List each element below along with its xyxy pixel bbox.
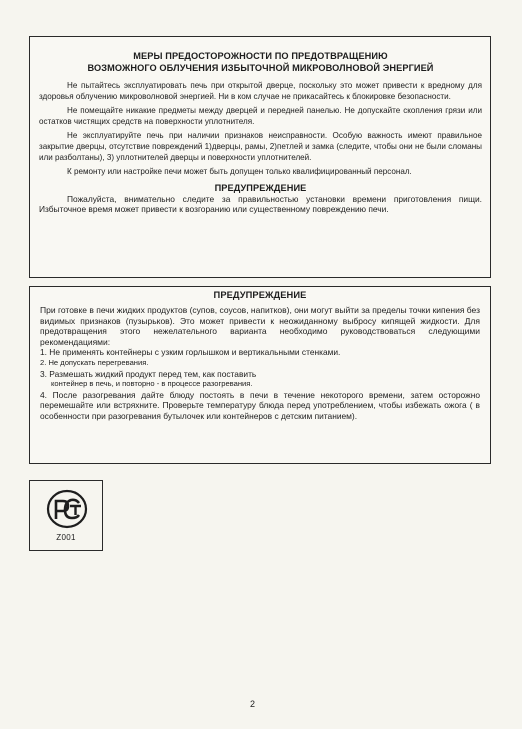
liquid-warning-title: ПРЕДУПРЕЖДЕНИЕ: [213, 290, 307, 300]
liquid-warning-item-3-cont: контейнер в печь, и повторно - в процессе разогревания.: [51, 379, 253, 389]
warning-time-paragraph: Пожалуйста, внимательно следите за правильностью установки времени приготовления пищи. Избыточное время может привести к возгоранию или существенному повреждению печи.: [39, 193, 482, 215]
warning-subtitle: ПРЕДУПРЕЖДЕНИЕ: [214, 182, 307, 193]
safety-paragraph-3: Не эксплуатируйте печь при наличии признаков неисправности. Особую важность имеют правильное закрытие дверцы, отсутствие повреждений 1)дверцы, рамы, 2)петлей и замка (следите, чтобы они не были сломаны или разболтаны), 3) уплотнителей дверцы и поверхности уплотнителей.: [39, 131, 482, 162]
liquid-warning-intro: При готовке в печи жидких продуктов (супов, соусов, напитков), они могут выйти за пределы точки кипения без видимых признаков (пузырьков). Это может привести к неожиданному выбросу кипящей жидкости. Для предотвращения этого нежелательного варианта необходимо руководствоваться следующими рекомендациями:: [40, 305, 480, 347]
safety-paragraph-2: Не помещайте никакие предметы между дверцей и передней панелью. Не допускайте скопления грязи или остатков чистящих средств на поверхности уплотнителя.: [39, 106, 482, 126]
page-number: 2: [250, 699, 256, 709]
pct-certification-mark: [46, 489, 88, 529]
liquid-warning-box: [29, 286, 491, 464]
certification-code: Z001: [56, 533, 76, 542]
safety-paragraph-1: Не пытайтесь эксплуатировать печь при открытой дверце, поскольку это может привести к вредному для здоровья облучению микроволновой энергией. Ни в ком случае не прикасайтесь к блокировке безопасности.: [39, 81, 482, 101]
safety-precautions-box: [29, 36, 491, 278]
liquid-warning-item-4: 4. После разогревания дайте блюду постоять в печи в течение некоторого времени, затем осторожно перемешайте или встряхните. Проверьте температуру блюда перед употреблением, чтобы избежать ожога ( в особенности при разогревания бутылочек или контейнеров с детским питанием).: [40, 389, 480, 421]
certification-box: [29, 480, 103, 551]
liquid-warning-item-2: 2. Не допускать перегревания.: [40, 357, 149, 367]
liquid-warning-item-1: 1. Не применять контейнеры с узким горлышком и вертикальными стенками.: [40, 347, 341, 358]
safety-title-line-1: МЕРЫ ПРЕДОСТОРОЖНОСТИ ПО ПРЕДОТВРАЩЕНИЮ: [133, 51, 388, 61]
safety-paragraph-4: К ремонту или настройке печи может быть допущен только квалифицированный персонал.: [67, 167, 412, 177]
safety-title-line-2: ВОЗМОЖНОГО ОБЛУЧЕНИЯ ИЗБЫТОЧНОЙ МИКРОВОЛНОВОЙ ЭНЕРГИЕЙ: [87, 63, 434, 73]
liquid-warning-item-3: 3. Размешать жидкий продукт перед тем, как поставить: [40, 368, 257, 379]
